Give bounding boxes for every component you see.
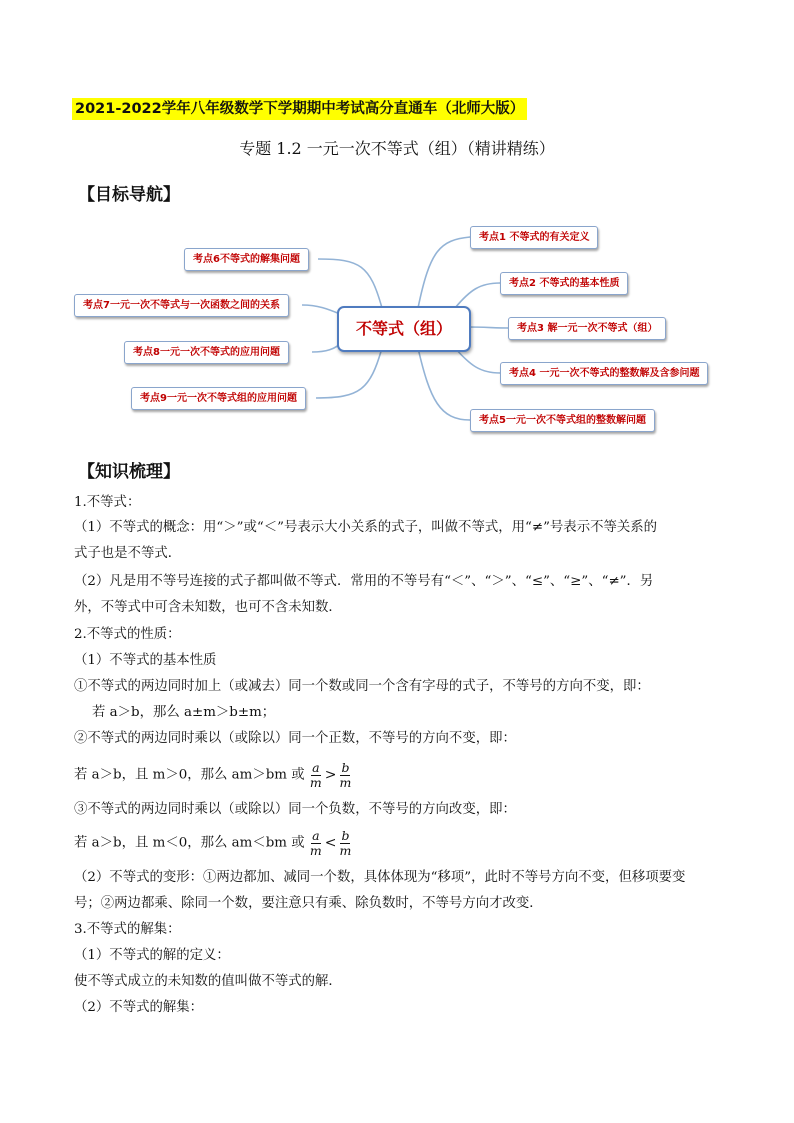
text-line: 号；②两边都乘、除同一个数，要注意只有乘、除负数时，不等号方向才改变． [74,896,543,911]
link-node-1 [418,237,470,308]
mindmap-node-4: 考点4 一元一次不等式的整数解及含参问题 [500,362,708,385]
text-line: 2.不等式的性质： [74,627,181,642]
mindmap-node-9: 考点9一元一次不等式组的应用问题 [131,387,306,410]
link-node-5 [418,348,470,420]
text-line: （1）不等式的概念：用“＞”或“＜”号表示大小关系的式子，叫做不等式，用“≠”号表示不等关系的 [74,520,658,535]
fraction-a-over-m: $\frac{a}{m}$ [309,827,322,858]
fraction-b-over-m: $\frac{b}{m}$ [339,759,352,790]
link-node-2 [455,283,500,308]
text-line: 使不等式成立的未知数的值叫做不等式的解． [74,974,342,989]
mindmap-node-1: 考点1 不等式的有关定义 [470,226,598,249]
link-node-9 [316,348,382,398]
text-line: （2）凡是用不等号连接的式子都叫做不等式．常用的不等号有“＜”、“＞”、“≤”、“≥”、“≠”．另 [74,574,654,589]
fraction-b-over-m: $\frac{b}{m}$ [339,827,352,858]
mindmap-links [0,0,794,460]
section-heading-goals: 【目标导航】 [78,185,180,205]
text-line: （2）不等式的解集： [74,1000,204,1015]
fraction-a-over-m: $\frac{a}{m}$ [309,759,322,790]
text-line: 式子也是不等式． [74,546,182,561]
link-node-3 [467,327,510,328]
text-line: （1）不等式的解的定义： [74,948,230,963]
text-line: ①不等式的两边同时加上（或减去）同一个数或同一个含有字母的式子，不等号的方向不变，即： [74,679,650,694]
section-heading-knowledge: 【知识梳理】 [78,462,180,482]
text-line: （1）不等式的基本性质 [74,653,217,668]
mindmap-node-6: 考点6不等式的解集问题 [184,248,309,271]
greater-than-symbol: > [324,767,337,783]
text-line: 1.不等式： [74,495,141,510]
text-line: 外，不等式中可含未知数，也可不含未知数． [74,600,342,615]
link-node-6 [318,259,382,308]
formula-line-positive [74,757,352,794]
text-line: ②不等式的两边同时乘以（或除以）同一个正数，不等号的方向不变，即： [74,731,516,746]
mindmap-node-2: 考点2 不等式的基本性质 [500,272,628,295]
mindmap-node-8: 考点8一元一次不等式的应用问题 [124,341,289,364]
mindmap-node-7: 考点7一元一次不等式与一次函数之间的关系 [74,294,289,317]
topic-subtitle: 专题 1.2 一元一次不等式（组）（精讲精练） [239,139,555,158]
mindmap-center-node: 不等式（组） [337,306,471,352]
text-line: 3.不等式的解集： [74,922,181,937]
mindmap-node-3: 考点3 解一元一次不等式（组） [508,317,666,340]
text-line: （2）不等式的变形：①两边都加、减同一个数，具体体现为“移项”，此时不等号方向不变，但移项要变 [74,870,686,885]
formula-text: 若 a＞b，且 m＜0，那么 am＜bm 或 [74,835,305,851]
document-title: 2021-2022学年八年级数学下学期期中考试高分直通车（北师大版） [72,98,527,120]
formula-line-negative [74,825,352,862]
less-than-symbol: < [324,835,337,851]
mindmap-node-5: 考点5一元一次不等式组的整数解问题 [470,409,655,432]
text-line: ③不等式的两边同时乘以（或除以）同一个负数，不等号的方向改变，即： [74,802,516,817]
text-line: 若 a＞b，那么 a±m＞b±m； [92,705,276,720]
formula-text: 若 a＞b，且 m＞0，那么 am＞bm 或 [74,767,305,783]
